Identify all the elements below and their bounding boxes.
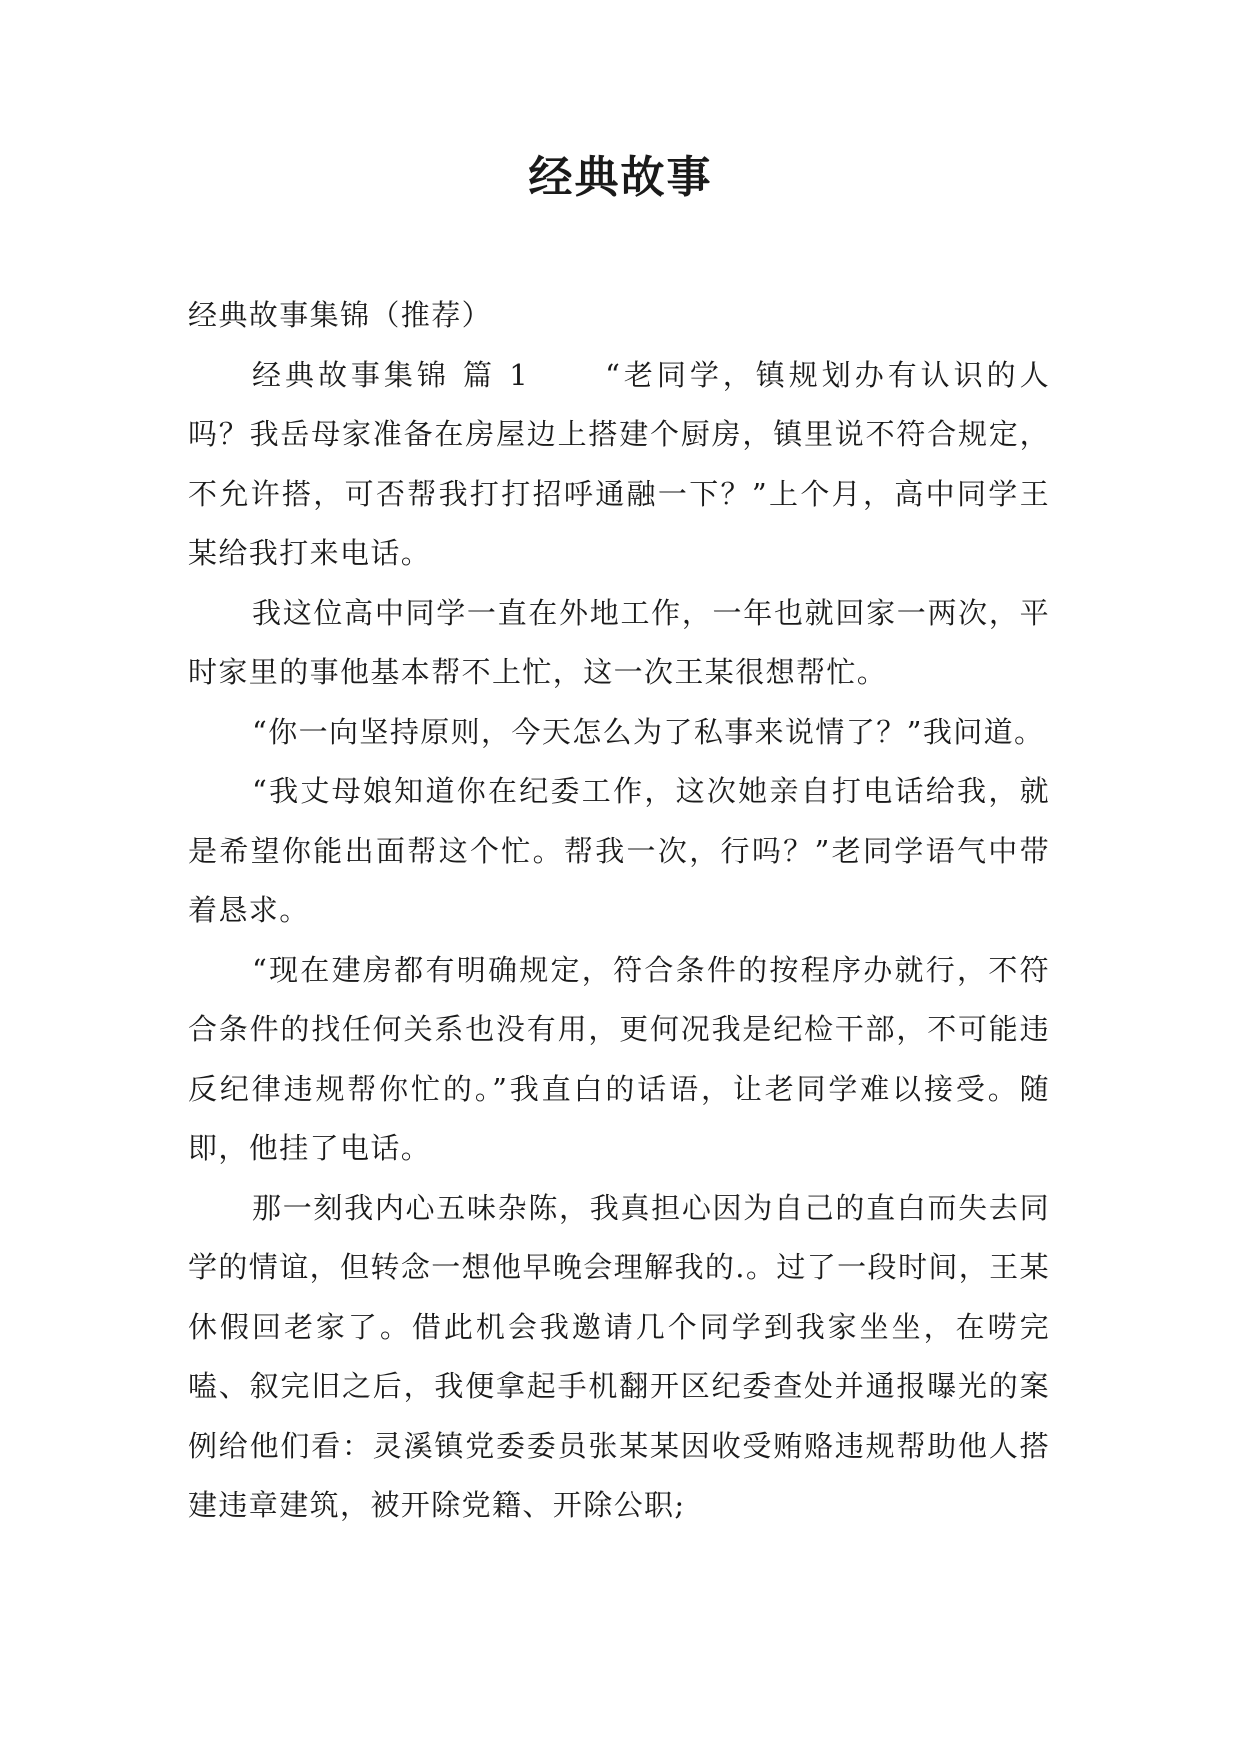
document-title: 经典故事 xyxy=(528,152,713,203)
paragraph-1 xyxy=(188,346,1050,584)
paragraph-4: “我丈母娘知道你在纪委工作，这次她亲自打电话给我，就是希望你能出面帮这个忙。帮我一次，行吗？”老同学语气中带着恳求。 xyxy=(188,774,1050,927)
paragraph-1-text: “老同学，镇规划办有认识的人吗？我岳母家准备在房屋边上搭建个厨房，镇里说不符合规定，不允许搭，可否帮我打打招呼通融一下？”上个月，高中同学王某给我打来电话。 xyxy=(188,357,1050,570)
document-subtitle: 经典故事集锦（推荐） xyxy=(188,298,493,332)
paragraph-3: “你一向坚持原则，今天怎么为了私事来说情了？”我问道。 xyxy=(252,714,1045,749)
document-body xyxy=(188,286,1050,1536)
section-label: 经典故事集锦 篇 1 xyxy=(252,357,530,392)
paragraph-5: “现在建房都有明确规定，符合条件的按程序办就行，不符合条件的找任何关系也没有用，更何况我是纪检干部，不可能违反纪律违规帮你忙的。”我直白的话语，让老同学难以接受。随即，他挂了电话。 xyxy=(188,952,1050,1165)
paragraph-2: 我这位高中同学一直在外地工作，一年也就回家一两次，平时家里的事他基本帮不上忙，这一次王某很想帮忙。 xyxy=(188,595,1050,689)
paragraph-6: 那一刻我内心五味杂陈，我真担心因为自己的直白而失去同学的情谊，但转念一想他早晚会理解我的.。过了一段时间，王某休假回老家了。借此机会我邀请几个同学到我家坐坐，在唠完嗑、叙完旧之后，我便拿起手机翻开区纪委查处并通报曝光的案例给他们看：灵溪镇党委委员张某某因收受贿赂违规帮助他人搭建违章建筑，被开除党籍、开除公职; xyxy=(188,1190,1050,1522)
